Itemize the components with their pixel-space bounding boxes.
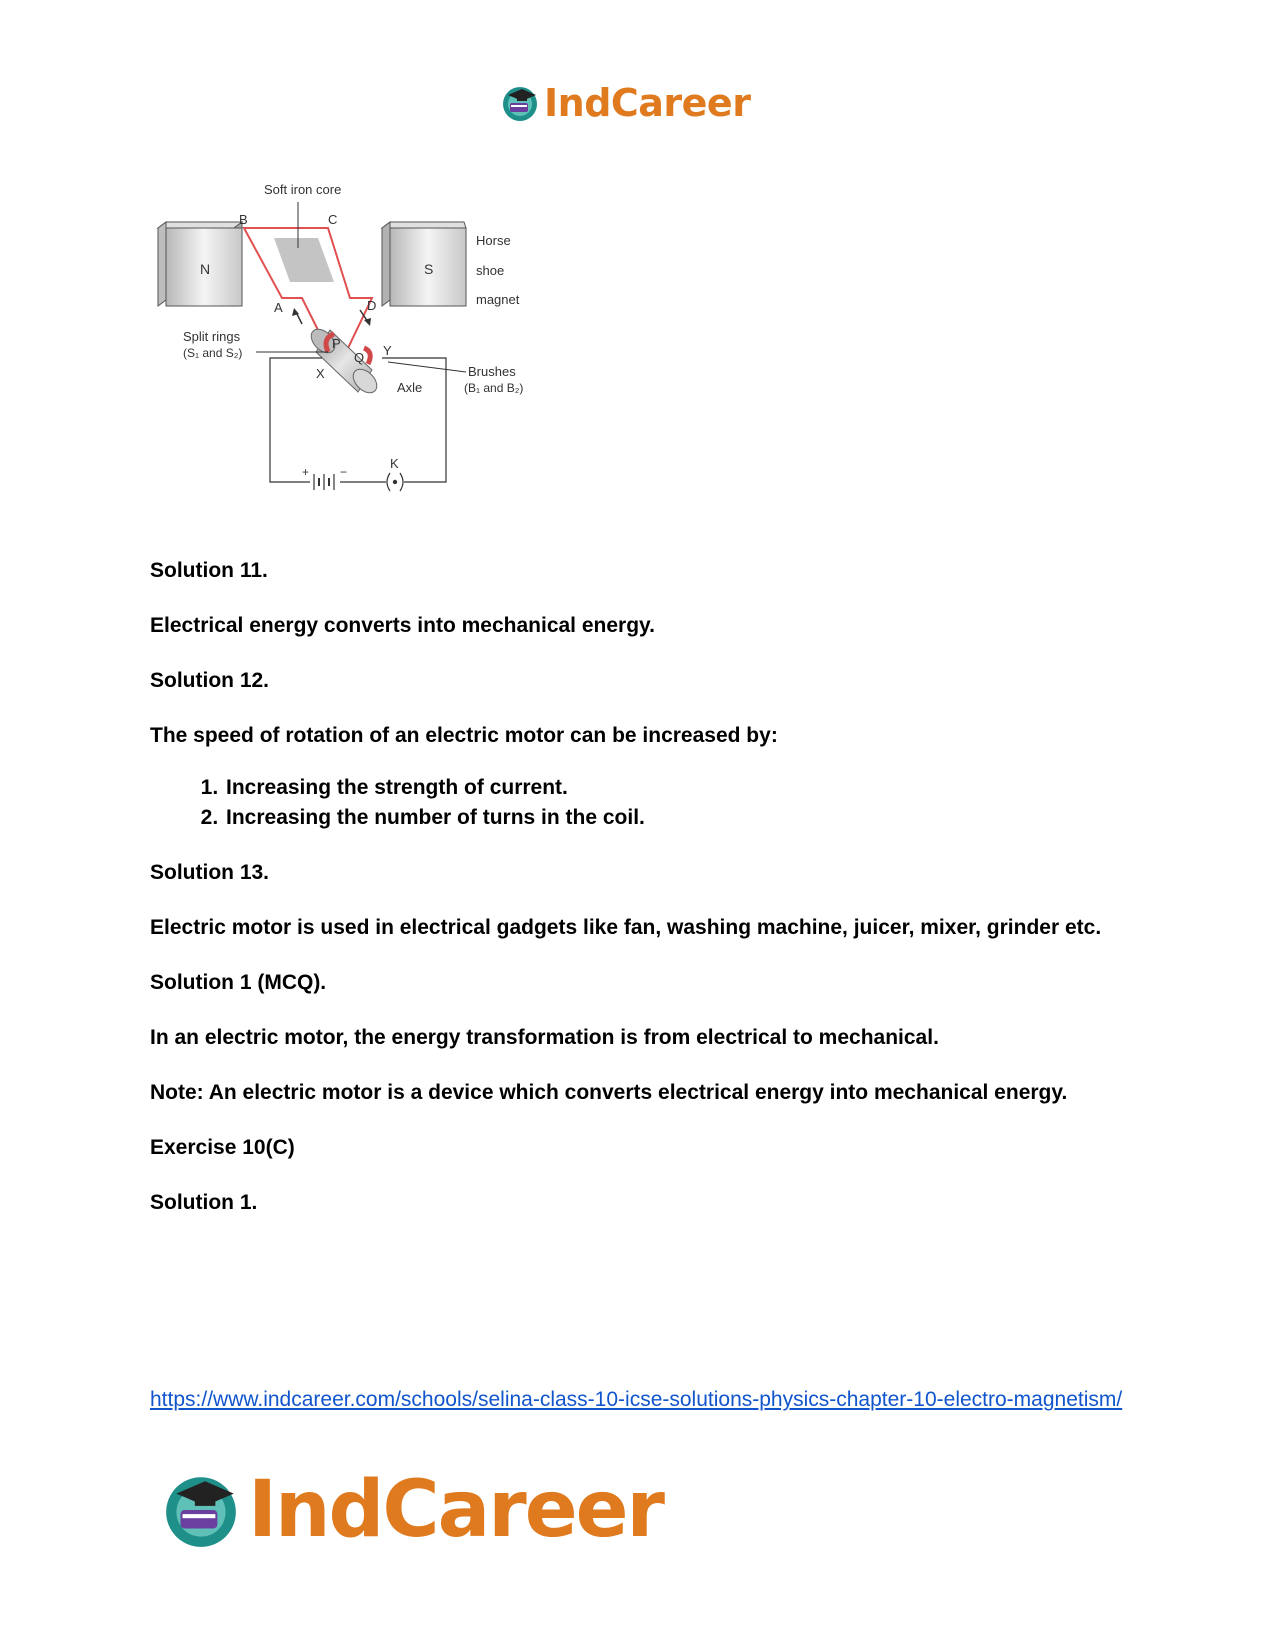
axle-label: Axle <box>397 380 423 395</box>
list-item: 2. Increasing the number of turns in the coil. <box>224 803 1130 833</box>
source-link[interactable]: https://www.indcareer.com/schools/selina-class-10-icse-solutions-physics-chapter-10-electro-magnetism/ <box>150 1388 1123 1411</box>
label-q: Q <box>354 350 365 365</box>
footer-logo <box>160 1465 663 1555</box>
solutions-content <box>150 556 1130 1243</box>
solution-13-title: Solution 13. <box>150 861 270 884</box>
solution-12-text: The speed of rotation of an electric motor can be increased by: <box>150 724 778 747</box>
battery-plus: + <box>302 465 310 479</box>
soft-iron-core <box>274 238 334 282</box>
solution-12-title: Solution 12. <box>150 669 270 692</box>
magnet-label-line1: Horse <box>476 233 511 248</box>
magnet-label-line2: shoe <box>476 263 505 278</box>
key-switch-icon <box>387 456 403 491</box>
solution-1-title: Solution 1. <box>150 1191 258 1214</box>
label-x: X <box>316 366 325 381</box>
brushes-label: Brushes <box>468 364 516 379</box>
header-logo <box>500 78 750 128</box>
solution-mcq-note: Note: An electric motor is a device which converts electrical energy into mechanical energy. <box>150 1081 1068 1104</box>
logo-text: IndCareer <box>544 81 751 125</box>
brushes-sub-label: (B₁ and B₂) <box>464 381 524 395</box>
label-b: B <box>239 212 248 227</box>
battery-icon <box>302 465 347 490</box>
split-rings-sub-label: (S₁ and S₂) <box>183 346 243 360</box>
exercise-title: Exercise 10(C) <box>150 1136 295 1159</box>
south-pole-block <box>382 222 466 306</box>
solution-mcq-title: Solution 1 (MCQ). <box>150 971 327 994</box>
solution-13-text: Electric motor is used in electrical gadgets like fan, washing machine, juicer, mixer, grinder etc. <box>150 916 1102 939</box>
label-a: A <box>274 300 283 315</box>
key-label: K <box>390 456 399 471</box>
south-label: S <box>424 261 434 277</box>
footer-logo-text: IndCareer <box>248 1465 663 1555</box>
graduation-globe-icon <box>500 83 540 123</box>
north-label: N <box>200 261 211 277</box>
label-p: P <box>332 336 341 351</box>
label-d: D <box>367 298 377 313</box>
solution-12-list <box>150 773 1130 833</box>
motor-diagram-svg <box>150 180 570 520</box>
electric-motor-diagram <box>150 180 570 520</box>
magnet-label-line3: magnet <box>476 292 520 307</box>
split-ring-right <box>364 348 370 364</box>
label-y: Y <box>383 343 392 358</box>
split-rings-label: Split rings <box>183 329 241 344</box>
solution-11-title: Solution 11. <box>150 559 268 582</box>
label-c: C <box>328 212 338 227</box>
north-pole-block <box>158 222 242 306</box>
list-item: 1. Increasing the strength of current. <box>224 773 1130 803</box>
soft-iron-core-label: Soft iron core <box>264 182 342 197</box>
solution-11-text: Electrical energy converts into mechanical energy. <box>150 614 655 637</box>
graduation-globe-icon <box>160 1469 242 1551</box>
battery-minus: − <box>340 465 348 479</box>
solution-mcq-text: In an electric motor, the energy transformation is from electrical to mechanical. <box>150 1026 939 1049</box>
